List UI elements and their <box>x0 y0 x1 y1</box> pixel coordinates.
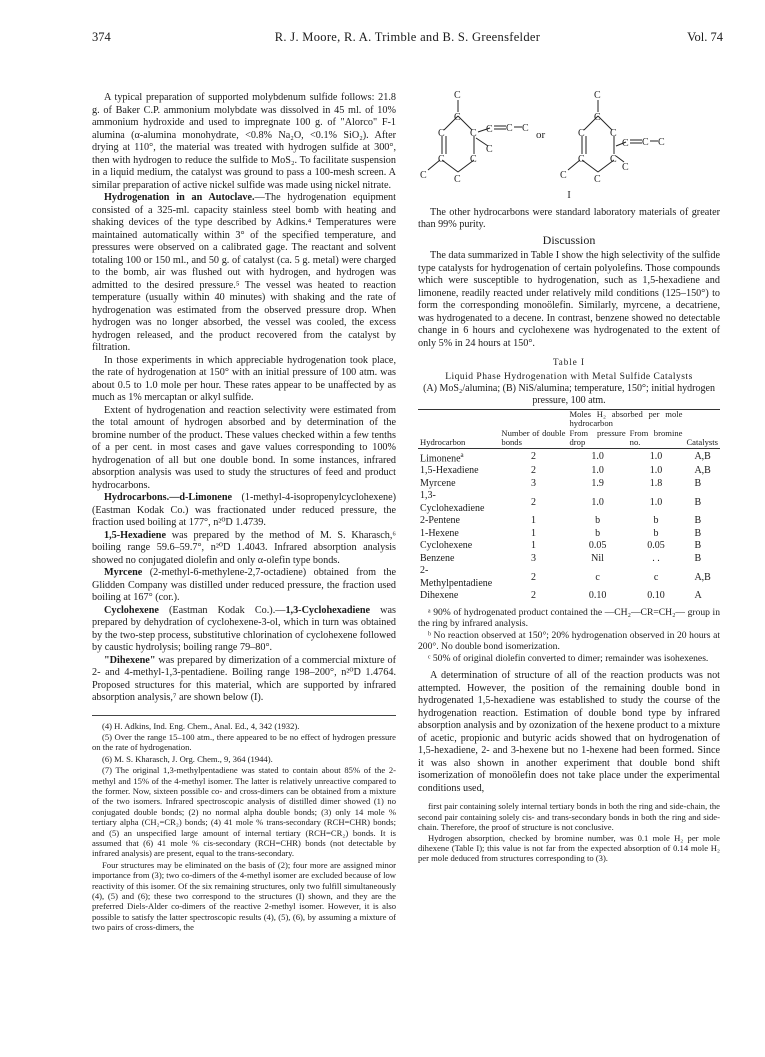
svg-text:C: C <box>454 174 461 185</box>
paragraph-cyclohexene: Cyclohexene (Eastman Kodak Co.).—1,3-Cyclohexadiene was prepared by dehydration of cyclohexene-3-ol, which in turn was obtained by the two-step process, substitutive chlorination of cyclohexene followed by caustic hydrolysis; boiling range 79–80°. <box>92 604 397 653</box>
double-bonds-cell: 2 <box>530 571 536 583</box>
svg-text:C: C <box>622 162 629 173</box>
paragraph-dihexene: "Dihexene" was prepared by dimerization of a commercial mixture of 2- and 4-methyl-1,3-pentadiene. Boiling range 198–200°, n²⁰D 1.4764. Proposed structures for this material, which are supported by infrared absorption analysis,⁷ are shown below (I). <box>92 654 396 703</box>
section-heading-discussion: Discussion <box>542 232 596 247</box>
page-number: 374 <box>92 30 111 44</box>
table-footnote-c: ᶜ 50% of original diolefin converted to dimer; remainder was isohexenes. <box>428 652 709 664</box>
svg-text:C: C <box>642 137 649 148</box>
footnote-7: (7) The original 1,3-methylpentadiene was stated to contain about 85% of the 2-methyl and 15% of the 4-methyl isomer. The latter is relatively unreactive compared to the former. Now, sixteen possible co- and cross-dimers can be obtained from a mixture of the two isomers. Infrared spectroscopic analysis of distilled dimer showed (1) no conjugated double bonds; (2) no normal alpha double bonds; (3) only 14 mole % tertiary alpha (CH₂=CR₂) bonds; (4) 41 mole % trans-secondary (RCH=CHR) bonds; and (5) an unspecified large amount of internal tertiary (RCH=CR₂) bonds. It is assumed that (6) 41 mole % cis-secondary (RCH=CHR) bonds (not detectable by infrared analysis) are present, equal to the trans-secondary. <box>92 765 396 859</box>
double-bonds-cell: 2 <box>530 496 536 508</box>
bromine-cell: 0.05 <box>647 540 665 552</box>
footnote-4: (4) H. Adkins, Ind. Eng. Chem., Anal. Ed., 4, 342 (1932). <box>102 720 300 731</box>
header-volume: Vol. 74 <box>687 30 723 44</box>
header-authors: R. J. Moore, R. A. Trimble and B. S. Greensfelder <box>274 30 541 44</box>
double-bonds-cell: 3 <box>530 552 536 564</box>
svg-text:C: C <box>594 112 601 123</box>
hydrocarbon-cell: 1-Hexene <box>420 527 459 539</box>
pressure-drop-cell: 1.0 <box>591 450 604 462</box>
double-bonds-cell: 3 <box>530 477 536 489</box>
table-row <box>418 478 720 491</box>
footnote-marker: a <box>460 450 464 459</box>
dihexene-structures-diagram <box>418 88 720 188</box>
svg-text:C: C <box>578 154 585 165</box>
hydrocarbon-cell: Cyclohexene <box>420 540 473 552</box>
paragraph-catalyst-prep: A typical preparation of supported molybdenum sulfide follows: 21.8 g. of Baker C.P. ammonium molybdate was dissolved in 45 ml. of 10% ammonium hydroxide and used to impregnate 100 g. of "Alorco" F-1 alumina (α-alumina monohydrate, <0.8% Na₂O, <0.1% SiO₂). After drying at 110°, the material was treated with hydrogen sulfide at 300°, then with hydrogen to reduce the sulfide to MoS₂. To facilitate suspension in a liquid medium, the catalyst was ground to pass a 100-mesh screen. A similar preparation of active nickel sulfide was made using nickel nitrate. <box>92 92 396 191</box>
pressure-drop-cell: 1.9 <box>591 477 604 489</box>
svg-text:C: C <box>594 90 601 101</box>
svg-text:C: C <box>486 144 493 155</box>
svg-text:C: C <box>470 154 477 165</box>
running-header <box>92 30 723 48</box>
footnote-5: (5) Over the range 15–100 atm., there appeared to be no effect of hydrogen pressure on the rate of hydrogenation. <box>92 731 396 753</box>
table-footnotes <box>418 607 720 665</box>
hydrocarbon-cell: Benzene <box>420 552 455 564</box>
bromine-cell: 1.0 <box>649 465 663 477</box>
pressure-drop-cell: c <box>595 571 600 583</box>
svg-text:C: C <box>420 170 427 181</box>
catalysts-cell: B <box>694 540 702 552</box>
paragraph-rates: In those experiments in which appreciable hydrogenation took place, the rate of hydrogenation at 150° with an initial pressure of 100 atm. was about 0.5 to 1.0 mole per hour. These rates appear to be unaffected by as much as 1% mercaptan or alkyl sulfide. <box>92 354 396 403</box>
pressure-drop-cell: b <box>595 527 601 539</box>
or-label: or <box>536 129 546 141</box>
bromine-cell: b <box>653 527 659 539</box>
paragraph-myrcene: Myrcene (2-methyl-6-methylene-2,7-octadiene) obtained from the Glidden Company was distilled under reduced pressure, the fraction used boiling at 167° (cor.). <box>92 567 396 603</box>
col-header-moles-absorbed: Moles H₂ absorbed per mole hydrocarbon <box>569 408 683 428</box>
table-row <box>418 565 720 590</box>
structure-label: I <box>567 190 571 201</box>
double-bonds-cell: 2 <box>530 465 536 477</box>
svg-text:C: C <box>438 154 445 165</box>
footnote-6: (6) M. S. Kharasch, J. Org. Chem., 9, 364 (1944). <box>102 753 273 764</box>
double-bonds-cell: 2 <box>530 590 536 602</box>
heading-autoclave: Hydrogenation in an Autoclave. <box>104 192 255 203</box>
table-row <box>418 465 720 478</box>
double-bonds-cell: 2 <box>530 450 536 462</box>
footnote-continuation-text: first pair containing solely internal tertiary bonds in both the ring and side-chain, the second pair containing solely cis- and trans-secondary bonds in both the ring and side-chain. Therefore, the proof of structure is not conclusive. <box>418 801 720 833</box>
table-subtitle: (A) MoS₂/alumina; (B) NiS/alumina; temperature, 150°; initial hydrogen pressure, 100 atm. <box>423 382 715 406</box>
table-footnote-b: ᵇ No reaction observed at 150°; 20% hydrogenation observed in 20 hours at 200°. No double bond isomerization. <box>418 629 720 653</box>
table-row <box>418 490 720 515</box>
catalysts-cell: B <box>694 477 702 489</box>
catalysts-cell: A,B <box>694 571 711 583</box>
svg-text:C: C <box>454 90 461 101</box>
svg-text:C: C <box>658 137 665 148</box>
pressure-drop-cell: 0.05 <box>588 540 607 552</box>
catalysts-cell: B <box>694 527 702 539</box>
catalysts-cell: B <box>694 496 702 508</box>
col-header-catalysts: Catalysts <box>684 409 720 448</box>
paragraph-hexadiene: 1,5-Hexadiene was prepared by the method of M. S. Kharasch,⁶ boiling range 59.6–59.7°, n²⁰D 1.4043. Infrared absorption analysis showed no conjugated diolefin and only α-olefin type bonds. <box>92 529 396 566</box>
svg-text:C: C <box>438 128 445 139</box>
col-header-pressure-drop: From pressure drop <box>569 427 626 447</box>
svg-text:C: C <box>560 170 567 181</box>
paragraph-extent: Extent of hydrogenation and reaction selectivity were estimated from the total amount of hydrogen absorbed and by determination of the bromine number of the product. These values checked within a few tenths of a per cent. in most cases and gave values corresponding to 100% hydrogenation of all but one double bond. In some instances, infrared absorption analysis was used to study the structures of feed and product hydrocarbons. <box>92 404 396 491</box>
paragraph-discussion-2: A determination of structure of all of the reaction products was not attempted. However, the position of the remaining double bond in hydrogenated 1,5-hexadiene was established to study the course of the hydrogenation reaction. Estimation of double bond type by infrared absorption analysis and by ozonization of the hexene product to a mixture of acetic, propionic and butyric acids showed that on hydrogenation of 1,5-hexadiene, 2- and 3-hexene but no 1-hexene had been formed. Since it was also shown in another experiment that double bond shift isomerization of monoölefin does not take place under the experimental conditions used, <box>418 670 720 794</box>
table-row <box>418 448 720 465</box>
pressure-drop-cell: 1.0 <box>591 465 604 477</box>
col-header-bromine-no: From bromine no. <box>629 427 683 447</box>
pressure-drop-cell: 1.0 <box>591 496 604 508</box>
left-column <box>92 92 396 934</box>
hydrocarbon-cell: Myrcene <box>420 477 456 489</box>
catalysts-cell: A,B <box>694 465 711 477</box>
table-row <box>418 515 720 528</box>
svg-text:C: C <box>594 174 601 185</box>
double-bonds-cell: 1 <box>530 540 536 552</box>
hydrocarbon-cell: 1,5-Hexadiene <box>420 465 479 477</box>
hydrocarbon-cell: 2-Methylpentadiene <box>420 565 493 589</box>
right-column <box>418 88 720 864</box>
catalysts-cell: A,B <box>694 450 711 462</box>
svg-text:C: C <box>486 124 493 135</box>
svg-text:C: C <box>470 128 477 139</box>
catalysts-cell: B <box>694 515 702 527</box>
bromine-cell: 1.0 <box>649 450 663 462</box>
svg-text:C: C <box>578 128 585 139</box>
structure-figure-I <box>418 88 720 188</box>
footnote-dihexene-absorption: Hydrogen absorption, checked by bromine number, was 0.1 mole H₂ per mole dihexene (Table I); this value is not far from the expected absorption of 0.14 mole H₂ per mole deduced from structures corresponding to (3). <box>418 832 720 864</box>
hydrocarbon-cell: 1,3-Cyclohexadiene <box>420 490 485 514</box>
svg-text:C: C <box>454 112 461 123</box>
table-row <box>418 540 720 553</box>
table-hydrogenation <box>418 409 720 603</box>
svg-text:C: C <box>610 154 617 165</box>
bromine-cell: 1.8 <box>649 477 663 489</box>
pressure-drop-cell: Nil <box>591 552 604 564</box>
pressure-drop-cell: 0.10 <box>588 590 607 602</box>
table-row <box>418 553 720 566</box>
svg-text:C: C <box>610 128 617 139</box>
col-header-hydrocarbon: Hydrocarbon <box>418 409 499 448</box>
footnotes <box>92 715 396 933</box>
svg-text:C: C <box>506 123 513 134</box>
hydrocarbon-cell: Limonene$^a$ <box>420 450 464 464</box>
table-footnote-a: ᵃ 90% of hydrogenated product contained the —CH₂—CR=CH₂— group in the ring by infrared analysis. <box>418 606 720 630</box>
double-bonds-cell: 1 <box>530 527 536 539</box>
paragraph-discussion-1: The data summarized in Table I show the high selectivity of the sulfide type catalysts for hydrogenation of certain polyolefins. Those compounds which were susceptible to hydrogenation, such as 1,5-hexadiene and limonene, readily reacted under relatively mild conditions (125–150°) to form the corresponding monoölefin. Similarly, myrcene, a decatriene, was hydrogenated to a decene. In contrast, benzene showed no detectable change in 6 hours and cyclohexene was hydrogenated to the extent of only 5% in 24 hours at 150°. <box>418 250 720 349</box>
svg-text:C: C <box>622 138 629 149</box>
hydrocarbon-cell: Dihexene <box>420 590 459 602</box>
bromine-cell: b <box>653 515 659 527</box>
bromine-cell: . . <box>652 552 660 564</box>
table-label: Table I <box>552 357 586 367</box>
paragraph-other-hydrocarbons: The other hydrocarbons were standard laboratory materials of greater than 99% purity. <box>418 206 720 230</box>
pressure-drop-cell: b <box>595 515 601 527</box>
paragraph-limonene: Hydrocarbons.—d-Limonene (1-methyl-4-isopropenylcyclohexene) (Eastman Kodak Co.) was fractionated under reduced pressure, the fraction used boiling at 177°, n²⁰D 1.4739. <box>92 492 396 528</box>
bromine-cell: 0.10 <box>647 590 665 602</box>
footnote-7-right-continuation <box>418 801 720 863</box>
footnote-7-continued: Four structures may be eliminated on the basis of (2); four more are assigned minor importance from (3); two co-dimers of the 4-methyl isomer are excluded because of low reactivity of this isomer. Of the six remaining structures, only two fulfill simultaneously (4), (5) and (6); these two correspond to the structures (I) shown, and they are the preferred Diels-Alder co-dimers of the reactive 2-methyl isomer. However, it is also possible to satisfy the latter spectroscopic results (4), (5), (6), by assuming a mixture of two pairs of cross-dimers, the <box>92 859 396 933</box>
bromine-cell: 1.0 <box>649 496 663 508</box>
table-row <box>418 590 720 603</box>
col-header-double-bonds: Number of double bonds <box>499 409 567 448</box>
hydrocarbon-cell: 2-Pentene <box>420 515 460 527</box>
catalysts-cell: A <box>694 590 702 602</box>
catalysts-cell: B <box>694 552 702 564</box>
paragraph-autoclave: Hydrogenation in an Autoclave.—The hydrogenation equipment consisted of a 325-ml. capacity stainless steel bomb with heating and shaking devices of the type described by Adkins.⁴ Temperatures were maintained automatically within 3° of the specified temperature, and pressures were observed on a calibrated gage. The reactant and solvent totaling 100 or 150 ml., and 50 g. of catalyst (ca. 5 g. metal) were charged to the bomb, air was flushed out with hydrogen, and hydrogen was admitted to the desired pressure.⁵ The vessel was heated to reaction temperature (usually within 40 minutes) with shaking and the rate of hydrogenation was estimated from the observed pressure drop. When hydrogen was no longer absorbed, the vessel was cooled, the excess hydrogen released, and the product recovered from the catalyst by filtration. <box>92 192 396 353</box>
table-title: Liquid Phase Hydrogenation with Metal Sulfide Catalysts <box>445 371 693 382</box>
table-row <box>418 528 720 541</box>
bromine-cell: c <box>653 571 659 583</box>
svg-text:C: C <box>522 123 529 134</box>
double-bonds-cell: 1 <box>530 515 536 527</box>
